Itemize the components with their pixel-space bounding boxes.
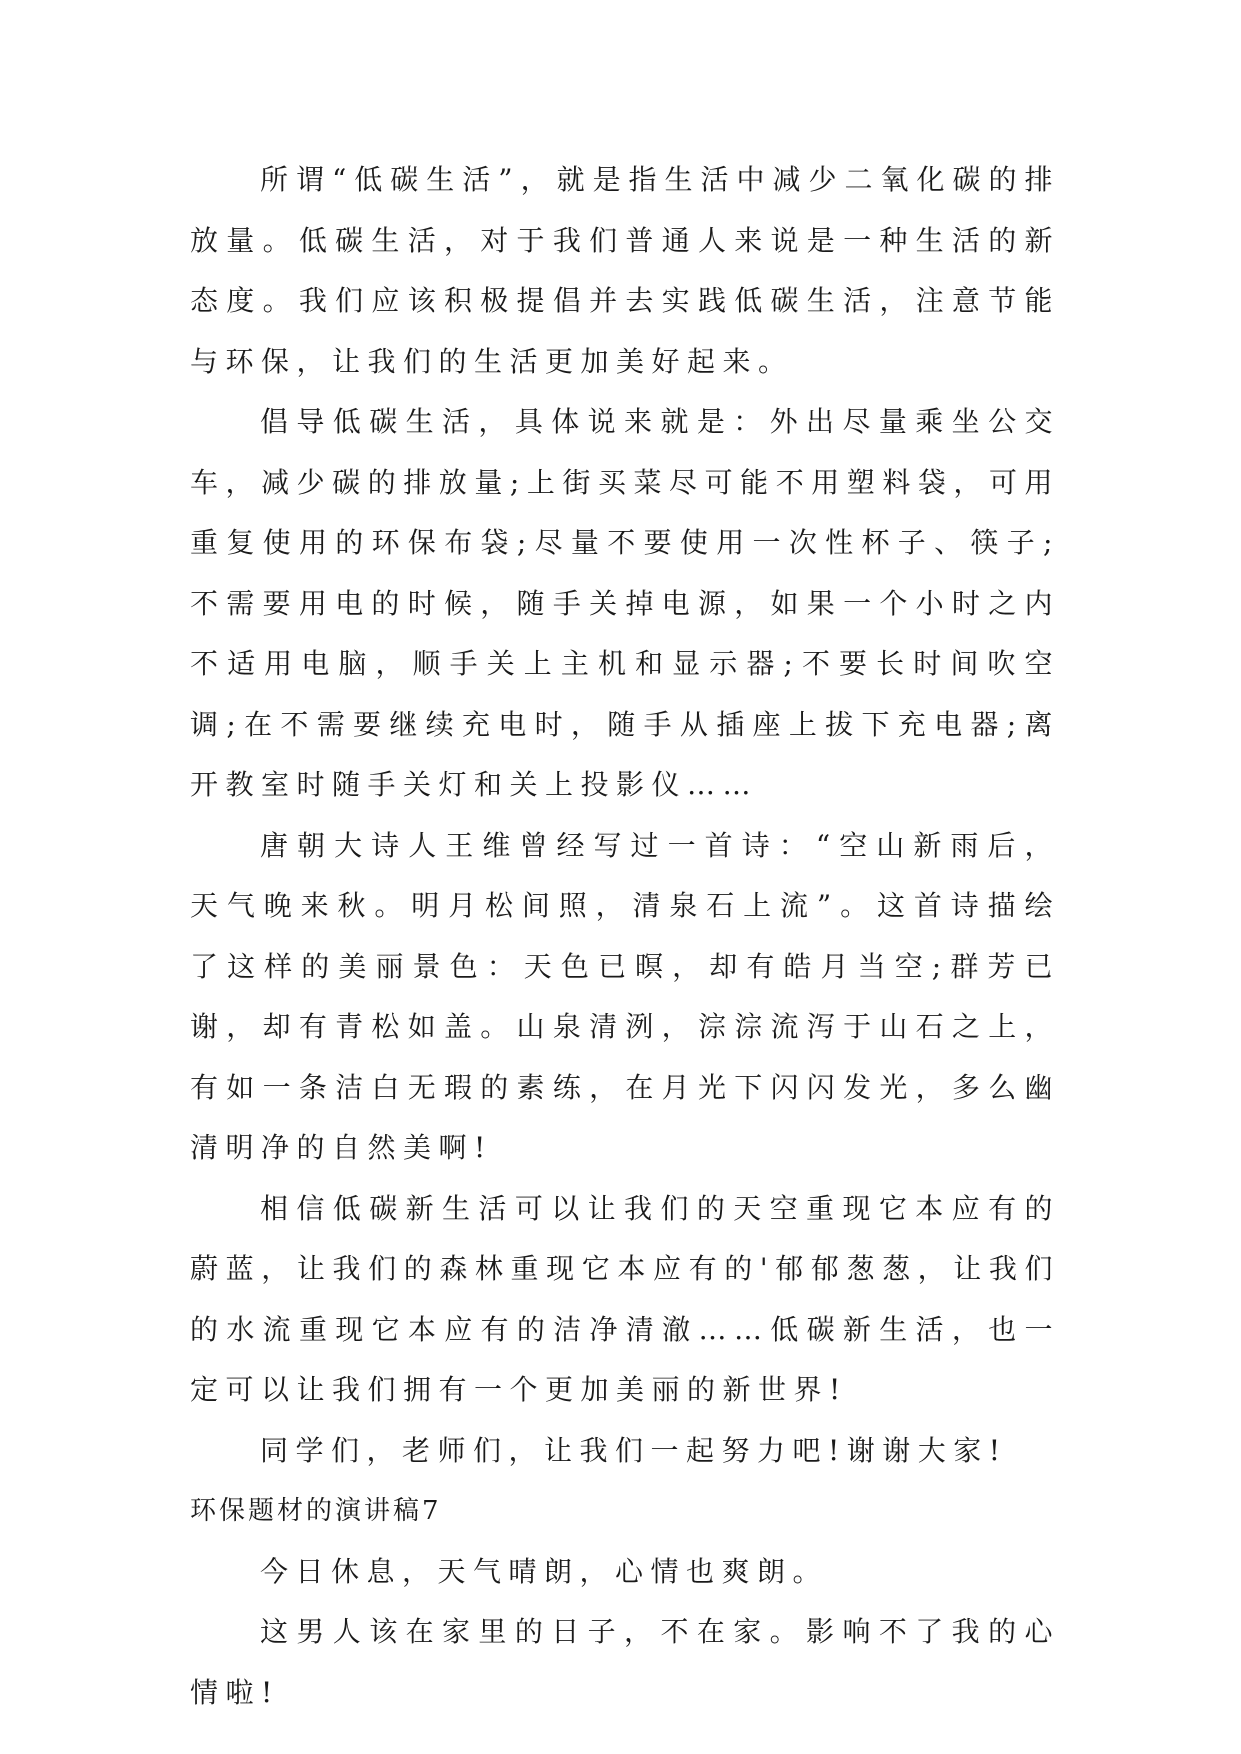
paragraph-new-world: 相信低碳新生活可以让我们的天空重现它本应有的蔚蓝，让我们的森林重现它本应有的'郁郁葱葱，让我们的水流重现它本应有的洁净清澈……低碳新生活，也一定可以让我们拥有一个更加美丽的新世界! <box>190 1191 1060 1406</box>
paragraph-mood: 这男人该在家里的日子，不在家。影响不了我的心情啦! <box>190 1615 1060 1709</box>
paragraph-low-carbon-definition: 所谓“低碳生活”，就是指生活中减少二氧化碳的排放量。低碳生活，对于我们普通人来说是一种生活的新态度。我们应该积极提倡并去实践低碳生活，注意节能与环保，让我们的生活更加美好起来。 <box>190 163 1060 378</box>
paragraph-day-off: 今日休息，天气晴朗，心情也爽朗。 <box>260 1554 829 1588</box>
paragraph-wang-wei-poem: 唐朝大诗人王维曾经写过一首诗：“空山新雨后，天气晚来秋。明月松间照，清泉石上流”。这首诗描绘了这样的美丽景色：天色已暝，却有皓月当空;群芳已谢，却有青松如盖。山泉清洌，淙淙流泻于山石之上，有如一条洁白无瑕的素练，在月光下闪闪发光，多么幽清明净的自然美啊! <box>190 828 1060 1164</box>
section-heading: 环保题材的演讲稿7 <box>190 1496 442 1526</box>
paragraph-closing-thanks: 同学们，老师们，让我们一起努力吧!谢谢大家! <box>260 1433 1008 1467</box>
document-body <box>190 150 1060 1723</box>
paragraph-low-carbon-practices: 倡导低碳生活，具体说来就是：外出尽量乘坐公交车，减少碳的排放量;上街买菜尽可能不用塑料袋，可用重复使用的环保布袋;尽量不要使用一次性杯子、筷子;不需要用电的时候，随手关掉电源，如果一个小时之内不适用电脑，顺手关上主机和显示器;不要长时间吹空调;在不需要继续充电时，随手从插座上拔下充电器;离开教室时随手关灯和关上投影仪…… <box>190 405 1060 801</box>
